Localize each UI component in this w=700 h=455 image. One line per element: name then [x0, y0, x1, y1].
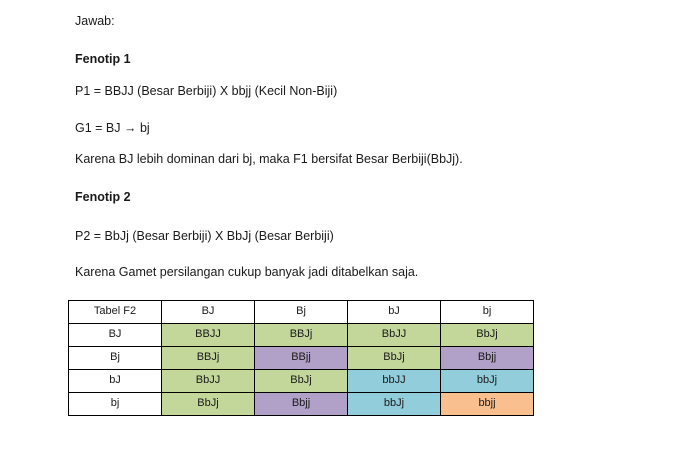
header-cell: Bj: [255, 301, 348, 324]
table-row: [69, 347, 534, 370]
genotype-cell: BbJj: [441, 324, 534, 347]
table-row: [69, 324, 534, 347]
genotype-cell: bbjj: [441, 393, 534, 416]
genotype-cell: BBJj: [162, 347, 255, 370]
genotype-cell: BbJJ: [162, 370, 255, 393]
header-cell: bJ: [348, 301, 441, 324]
table-row: [69, 393, 534, 416]
f2-punnett-table: [68, 300, 534, 416]
genotype-cell: BbJj: [348, 347, 441, 370]
genotype-cell: BbJJ: [348, 324, 441, 347]
table-corner-cell: Tabel F2: [69, 301, 162, 324]
genotype-cell: bbJj: [441, 370, 534, 393]
section1-heading: Fenotip 1: [75, 52, 131, 66]
answer-label: Jawab:: [75, 14, 115, 28]
header-cell: BJ: [162, 301, 255, 324]
row-label-cell: bj: [69, 393, 162, 416]
genotype-cell: Bbjj: [441, 347, 534, 370]
table-header-row: [69, 301, 534, 324]
f1-conclusion: Karena BJ lebih dominan dari bj, maka F1 bersifat Besar Berbiji(BbJj).: [75, 152, 463, 166]
row-label-cell: BJ: [69, 324, 162, 347]
genotype-cell: BBJj: [255, 324, 348, 347]
genotype-cell: BbJj: [255, 370, 348, 393]
g1-line: G1 = BJ → bj: [75, 121, 150, 135]
p2-line: P2 = BbJj (Besar Berbiji) X BbJj (Besar Berbiji): [75, 229, 334, 243]
genotype-cell: bbJj: [348, 393, 441, 416]
genotype-cell: bbJJ: [348, 370, 441, 393]
genotype-cell: BBjj: [255, 347, 348, 370]
genotype-cell: Bbjj: [255, 393, 348, 416]
row-label-cell: bJ: [69, 370, 162, 393]
genotype-cell: BbJj: [162, 393, 255, 416]
table-row: [69, 370, 534, 393]
section2-heading: Fenotip 2: [75, 190, 131, 204]
gamet-note: Karena Gamet persilangan cukup banyak jadi ditabelkan saja.: [75, 265, 419, 279]
genotype-cell: BBJJ: [162, 324, 255, 347]
p1-line: P1 = BBJJ (Besar Berbiji) X bbjj (Kecil Non-Biji): [75, 84, 338, 98]
row-label-cell: Bj: [69, 347, 162, 370]
header-cell: bj: [441, 301, 534, 324]
